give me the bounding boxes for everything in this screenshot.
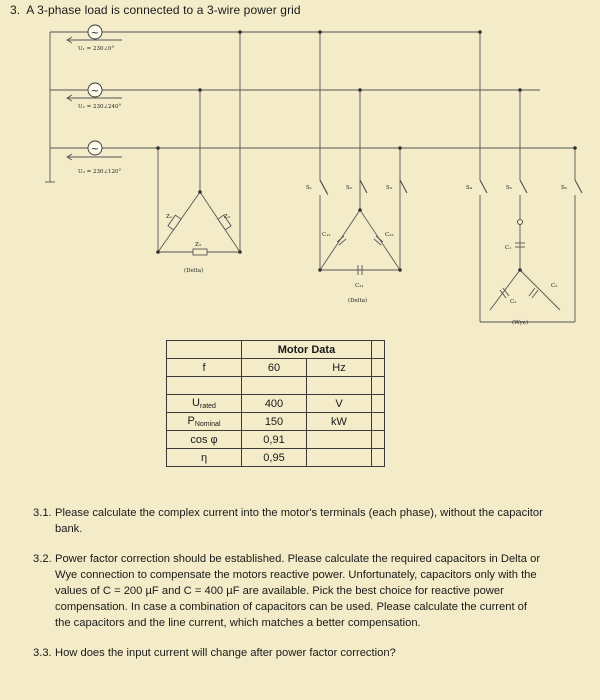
- table-row: [167, 395, 385, 413]
- question-item-text: How does the input current will change after power factor correction?: [55, 647, 396, 659]
- impedance-label-z3: Z₃: [195, 242, 202, 248]
- table-row: [167, 413, 385, 431]
- row-unit: [307, 449, 372, 467]
- row-unit: kW: [307, 413, 372, 431]
- circuit-diagram: [0, 0, 600, 335]
- question-number: 3.: [10, 3, 21, 17]
- row-value: 0,95: [242, 449, 307, 467]
- middle-delta-label: (Delta): [348, 298, 368, 304]
- row-unit: [307, 377, 372, 395]
- switch-s1: [320, 180, 327, 193]
- left-delta-label: (Delta): [184, 268, 204, 274]
- cap-label-c2: C₂: [510, 299, 517, 305]
- impedance-label-z1: Z₁: [166, 214, 173, 220]
- question-item-number: 3.2.: [33, 553, 52, 565]
- row-name: [167, 377, 242, 395]
- switch-s4: [480, 180, 487, 193]
- table-row: [167, 359, 385, 377]
- cap-label-c31: C₃₁: [355, 283, 364, 289]
- row-value: 60: [242, 359, 307, 377]
- switch-label-s5: S₅: [506, 185, 512, 191]
- row-unit: [307, 431, 372, 449]
- cap-label-c23: C₂₃: [385, 232, 394, 238]
- wye-label: (Wye): [512, 320, 529, 326]
- question-item: [33, 551, 543, 631]
- question-list: [33, 505, 543, 675]
- question-item-number: 3.3.: [33, 647, 52, 659]
- switch-label-s2: S₂: [346, 185, 352, 191]
- source-label-1: U₁ = 230∠0°: [78, 46, 115, 52]
- row-value: 0,91: [242, 431, 307, 449]
- source-symbol-icon: ~: [90, 28, 100, 39]
- impedance-label-z2: Z₂: [224, 214, 231, 220]
- source-symbol-icon: ~: [90, 144, 100, 155]
- row-value: [242, 377, 307, 395]
- switch-label-s3: S₃: [386, 185, 392, 191]
- question-item-text: Power factor correction should be established. Please calculate the required capacitors in Delta or Wye connection to compensate the motors reactive power. Unfortunately, capacitors only with the values of C = 200 µF and C = 400 µF are available. Pick the best choice for reactive power compensation. In case a combination of capacitors can be used. Please calculate the current of the capacitors and the line current, which matches a better compensation.: [55, 553, 541, 629]
- row-name: cos φ: [167, 431, 242, 449]
- source-label-2: U₂ = 230∠240°: [78, 104, 122, 110]
- row-value: 400: [242, 395, 307, 413]
- switch-label-s4: S₄: [466, 185, 472, 191]
- motor-data-table: [166, 340, 385, 467]
- question-item-number: 3.1.: [33, 507, 52, 519]
- source-3: [88, 141, 102, 155]
- row-unit: V: [307, 395, 372, 413]
- switch-label-s1: S₁: [306, 185, 312, 191]
- source-1: [88, 25, 102, 39]
- motor-data-title: Motor Data: [242, 341, 372, 359]
- cap-label-c12: C₁₂: [322, 232, 331, 238]
- row-name: η: [167, 449, 242, 467]
- source-label-3: U₃ = 230∠120°: [78, 169, 122, 175]
- row-name: $U_{rated}$: [167, 395, 242, 413]
- cap-label-c1: C₁: [505, 245, 512, 251]
- table-row: [167, 449, 385, 467]
- switch-s5: [520, 180, 527, 193]
- cap-label-c3: C₃: [551, 283, 558, 289]
- source-2: [88, 83, 102, 97]
- source-symbol-icon: ~: [90, 86, 100, 97]
- question-title: A 3-phase load is connected to a 3-wire power grid: [26, 3, 301, 17]
- table-row: [167, 377, 385, 395]
- row-name: $P_{Nominal}$: [167, 413, 242, 431]
- switch-s6: [575, 180, 582, 193]
- table-row: [167, 431, 385, 449]
- question-item: [33, 645, 543, 661]
- switch-s2: [360, 180, 367, 193]
- question-item-text: Please calculate the complex current into the motor's terminals (each phase), without the capacitor bank.: [55, 507, 543, 535]
- row-name: f: [167, 359, 242, 377]
- row-unit: Hz: [307, 359, 372, 377]
- switch-s3: [400, 180, 407, 193]
- question-item: [33, 505, 543, 537]
- switch-label-s6: S₆: [561, 185, 567, 191]
- row-value: 150: [242, 413, 307, 431]
